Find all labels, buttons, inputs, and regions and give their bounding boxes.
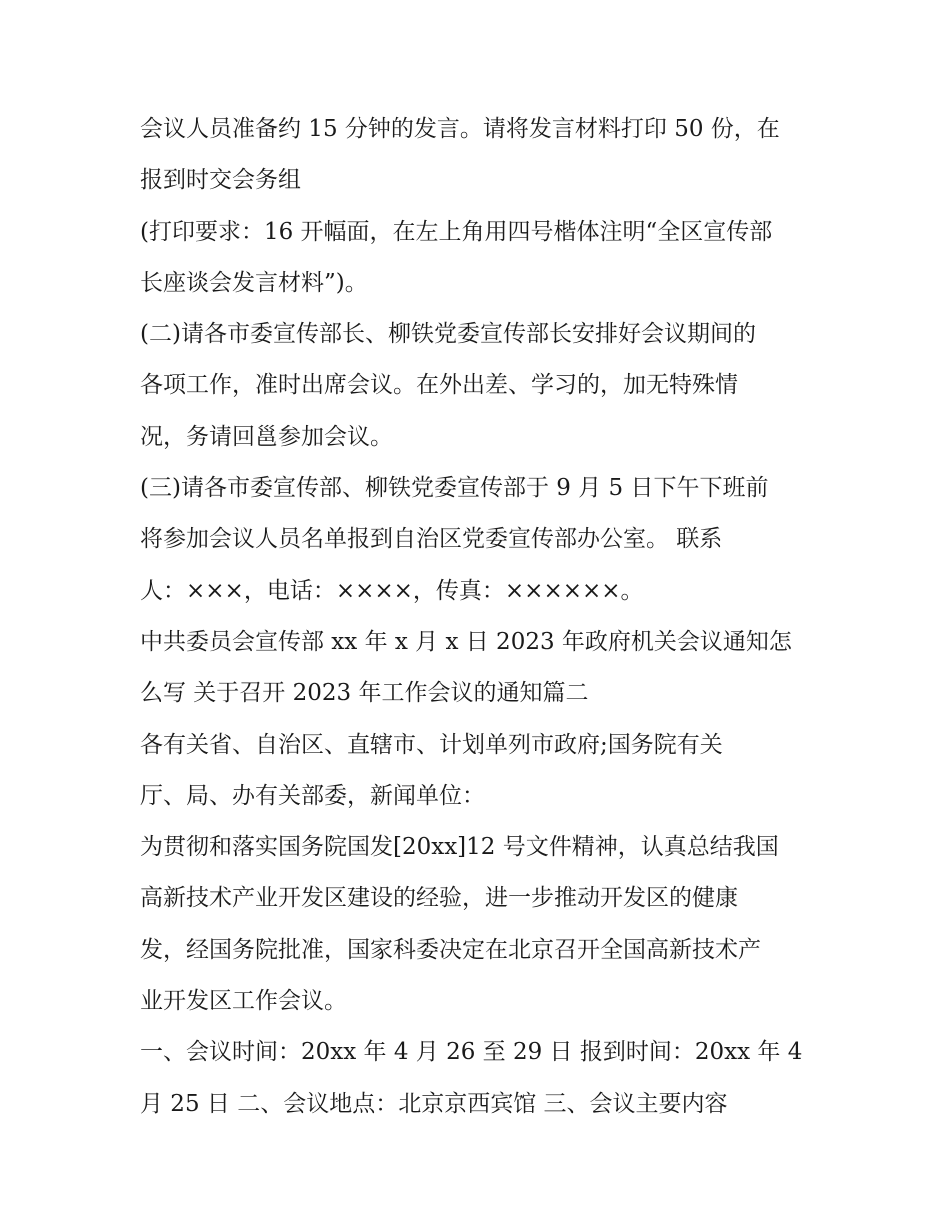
text-line: 各有关省、自治区、直辖市、计划单列市政府;国务院有关 <box>140 731 723 758</box>
text-line: 业开发区工作会议。 <box>140 988 347 1015</box>
text-line: 将参加会议人员名单报到自治区党委宣传部办公室。 联系 <box>140 526 723 553</box>
text-line: 厅、局、办有关部委，新闻单位： <box>140 782 485 809</box>
text-line: 各项工作，准时出席会议。在外出差、学习的，加无特殊情 <box>140 372 738 399</box>
text-line: 高新技术产业开发区建设的经验，进一步推动开发区的健康 <box>140 885 738 912</box>
text-line: (二)请各市委宣传部长、柳铁党委宣传部长安排好会议期间的 <box>140 321 756 348</box>
text-line: 报到时交会务组 <box>140 167 301 194</box>
text-line: 中共委员会宣传部 xx 年 x 月 x 日 2023 年政府机关会议通知怎 <box>140 628 792 655</box>
text-line: 会议人员准备约 15 分钟的发言。请将发言材料打印 50 份，在 <box>140 116 780 142</box>
text-line: 为贯彻和落实国务院国发[20xx]12 号文件精神，认真总结我国 <box>140 834 779 861</box>
text-line: 么写 关于召开 2023 年工作会议的通知篇二 <box>140 680 589 707</box>
text-line: 长座谈会发言材料”)。 <box>140 269 368 296</box>
text-line: 一、会议时间：20xx 年 4 月 26 至 29 日 报到时间：20xx 年 4 <box>140 1039 803 1066</box>
document-body <box>140 104 820 1130</box>
text-line: (三)请各市委宣传部、柳铁党委宣传部于 9 月 5 日下午下班前 <box>140 475 769 502</box>
text-line: 况，务请回邕参加会议。 <box>140 423 393 450</box>
text-line: 月 25 日 二、会议地点：北京京西宾馆 三、会议主要内容 <box>140 1090 728 1117</box>
text-line: 发，经国务院批准，国家科委决定在北京召开全国高新技术产 <box>140 936 761 963</box>
text-line: 人：×××，电话：××××，传真：××××××。 <box>140 577 644 604</box>
text-line: (打印要求：16 开幅面，在左上角用四号楷体注明“全区宣传部 <box>140 218 773 245</box>
